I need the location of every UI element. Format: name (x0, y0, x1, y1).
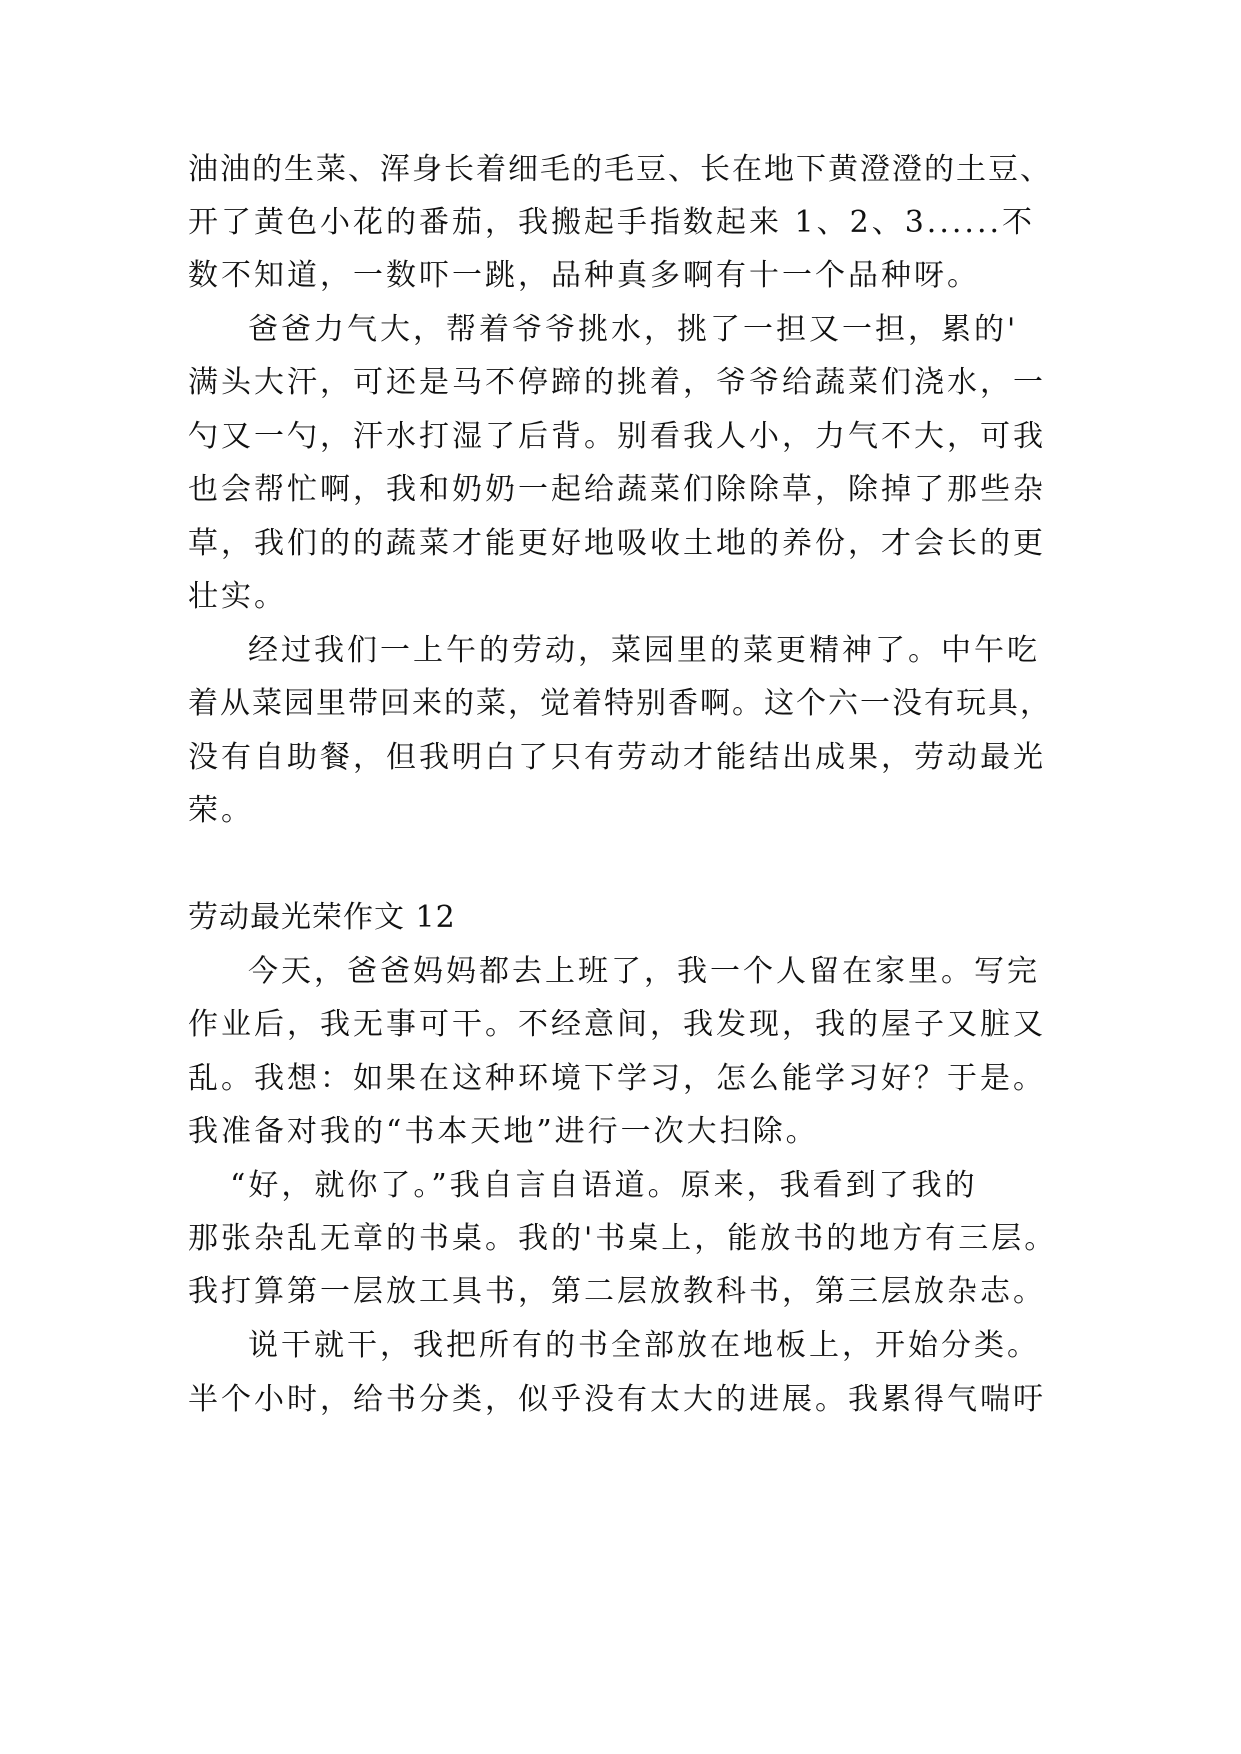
text-line: 数不知道，一数吓一跳，品种真多啊有十一个品种呀。 (188, 258, 980, 293)
text-line: 油油的生菜、浑身长着细毛的毛豆、长在地下黄澄澄的土豆、 (188, 152, 1052, 187)
paragraph-start-line: 说干就干，我把所有的书全部放在地板上，开始分类。 (248, 1328, 1040, 1363)
text-line: 荣。 (188, 793, 254, 828)
text-line: 草，我们的的蔬菜才能更好地吸收土地的养份，才会长的更 (188, 526, 1046, 561)
text-line: 开了黄色小花的番茄，我搬起手指数起来 1、2、3......不 (188, 205, 1036, 240)
text-line: 乱。我想：如果在这种环境下学习，怎么能学习好？于是。 (188, 1061, 1046, 1096)
text-line: 我准备对我的“书本天地”进行一次大扫除。 (188, 1114, 819, 1149)
section-heading: 劳动最光荣作文 12 (188, 900, 456, 935)
text-line: 半个小时，给书分类，似乎没有太大的进展。我累得气喘吁 (188, 1382, 1046, 1417)
text-line: 满头大汗，可还是马不停蹄的挑着，爷爷给蔬菜们浇水，一 (188, 365, 1046, 400)
text-line: 勺又一勺，汗水打湿了后背。别看我人小，力气不大，可我 (188, 419, 1046, 454)
text-line: 那张杂乱无章的书桌。我的'书桌上，能放书的地方有三层。 (188, 1221, 1058, 1256)
paragraph-start-line: 经过我们一上午的劳动，菜园里的菜更精神了。中午吃 (248, 633, 1040, 668)
text-line: 作业后，我无事可干。不经意间，我发现，我的屋子又脏又 (188, 1007, 1046, 1042)
text-line: 壮实。 (188, 579, 287, 614)
text-line: 也会帮忙啊，我和奶奶一起给蔬菜们除除草，除掉了那些杂 (188, 472, 1046, 507)
paragraph-start-line: 爸爸力气大，帮着爷爷挑水，挑了一担又一担，累的' (248, 312, 1019, 347)
text-line: 没有自助餐，但我明白了只有劳动才能结出成果，劳动最光 (188, 740, 1046, 775)
paragraph-start-line: 今天，爸爸妈妈都去上班了，我一个人留在家里。写完 (248, 954, 1040, 989)
text-line: 我打算第一层放工具书，第二层放教科书，第三层放杂志。 (188, 1274, 1046, 1309)
paragraph-start-line: “好，就你了。”我自言自语道。原来，我看到了我的 (230, 1168, 978, 1203)
text-line: 着从菜园里带回来的菜，觉着特别香啊。这个六一没有玩具， (188, 686, 1052, 721)
